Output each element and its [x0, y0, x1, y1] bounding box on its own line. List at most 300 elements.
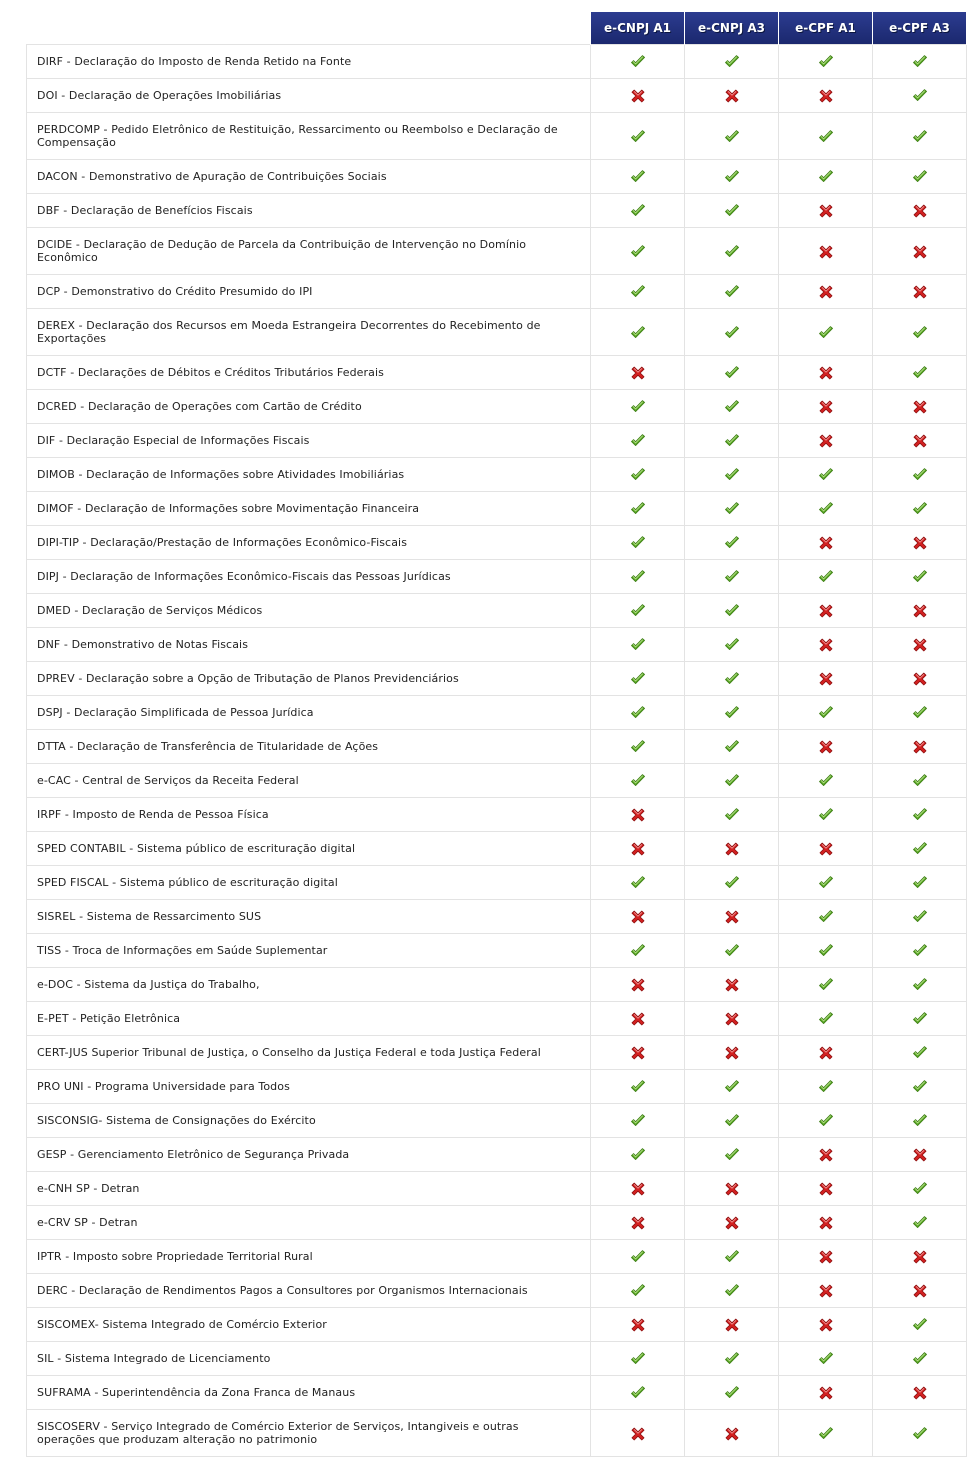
check-icon [629, 128, 647, 146]
support-cell-e-cpf-a3 [873, 45, 967, 79]
support-cell-e-cpf-a3 [873, 866, 967, 900]
support-cell-e-cpf-a3 [873, 458, 967, 492]
table-row [27, 798, 967, 832]
declaration-name: e-DOC - Sistema da Justiça do Trabalho, [27, 968, 591, 1002]
cross-icon [817, 534, 835, 552]
table-row [27, 1240, 967, 1274]
check-icon [911, 1425, 929, 1443]
support-cell-e-cpf-a1 [779, 1002, 873, 1036]
table-row [27, 1070, 967, 1104]
check-icon [911, 364, 929, 382]
check-icon [911, 568, 929, 586]
support-cell-e-cnpj-a3 [685, 560, 779, 594]
check-icon [629, 534, 647, 552]
support-cell-e-cnpj-a3 [685, 866, 779, 900]
support-cell-e-cnpj-a1 [591, 160, 685, 194]
support-cell-e-cnpj-a1 [591, 1274, 685, 1308]
cross-icon [911, 534, 929, 552]
cross-icon [629, 908, 647, 926]
check-icon [911, 500, 929, 518]
cross-icon [629, 1010, 647, 1028]
support-cell-e-cpf-a3 [873, 560, 967, 594]
support-cell-e-cnpj-a3 [685, 275, 779, 309]
check-icon [911, 840, 929, 858]
support-cell-e-cpf-a3 [873, 1240, 967, 1274]
check-icon [817, 1350, 835, 1368]
support-cell-e-cpf-a1 [779, 1070, 873, 1104]
table-row [27, 1274, 967, 1308]
check-icon [629, 53, 647, 71]
support-cell-e-cpf-a1 [779, 45, 873, 79]
support-cell-e-cnpj-a1 [591, 1240, 685, 1274]
support-cell-e-cnpj-a3 [685, 764, 779, 798]
table-row [27, 1002, 967, 1036]
support-cell-e-cnpj-a3 [685, 424, 779, 458]
check-icon [629, 243, 647, 261]
support-cell-e-cpf-a1 [779, 356, 873, 390]
check-icon [911, 874, 929, 892]
check-icon [723, 1282, 741, 1300]
table-row [27, 1172, 967, 1206]
support-cell-e-cnpj-a1 [591, 560, 685, 594]
cross-icon [629, 806, 647, 824]
cross-icon [817, 243, 835, 261]
check-icon [723, 806, 741, 824]
table-row [27, 356, 967, 390]
support-cell-e-cnpj-a1 [591, 1070, 685, 1104]
declaration-name: SISCOMEX- Sistema Integrado de Comércio Exterior [27, 1308, 591, 1342]
table-row [27, 1104, 967, 1138]
declaration-name: DIRF - Declaração do Imposto de Renda Retido na Fonte [27, 45, 591, 79]
support-cell-e-cpf-a3 [873, 662, 967, 696]
check-icon [629, 772, 647, 790]
check-icon [629, 324, 647, 342]
header-e-cnpj-a1: e-CNPJ A1 [591, 12, 685, 45]
cross-icon [629, 1425, 647, 1443]
check-icon [817, 1112, 835, 1130]
check-icon [723, 53, 741, 71]
cross-icon [911, 432, 929, 450]
check-icon [911, 976, 929, 994]
support-cell-e-cpf-a3 [873, 356, 967, 390]
check-icon [723, 364, 741, 382]
support-cell-e-cnpj-a1 [591, 1172, 685, 1206]
declaration-name: DIMOF - Declaração de Informações sobre Movimentação Financeira [27, 492, 591, 526]
table-row [27, 764, 967, 798]
support-cell-e-cnpj-a1 [591, 594, 685, 628]
table-row [27, 1342, 967, 1376]
declaration-name: DSPJ - Declaração Simplificada de Pessoa Jurídica [27, 696, 591, 730]
check-icon [817, 772, 835, 790]
check-icon [817, 53, 835, 71]
support-cell-e-cpf-a3 [873, 1104, 967, 1138]
check-icon [723, 168, 741, 186]
cross-icon [723, 1316, 741, 1334]
check-icon [817, 128, 835, 146]
table-row [27, 228, 967, 275]
declaration-name: DCTF - Declarações de Débitos e Créditos Tributários Federais [27, 356, 591, 390]
support-cell-e-cpf-a1 [779, 798, 873, 832]
support-cell-e-cnpj-a1 [591, 309, 685, 356]
support-cell-e-cnpj-a1 [591, 356, 685, 390]
cross-icon [817, 364, 835, 382]
support-cell-e-cnpj-a1 [591, 1002, 685, 1036]
cross-icon [817, 1180, 835, 1198]
cross-icon [817, 1384, 835, 1402]
check-icon [911, 908, 929, 926]
support-cell-e-cpf-a3 [873, 832, 967, 866]
table-row [27, 934, 967, 968]
support-cell-e-cpf-a1 [779, 866, 873, 900]
declaration-name: DERC - Declaração de Rendimentos Pagos a Consultores por Organismos Internacionais [27, 1274, 591, 1308]
check-icon [723, 942, 741, 960]
check-icon [911, 466, 929, 484]
check-icon [723, 772, 741, 790]
support-cell-e-cnpj-a3 [685, 1138, 779, 1172]
table-body [27, 45, 967, 1457]
support-cell-e-cnpj-a3 [685, 1036, 779, 1070]
check-icon [629, 704, 647, 722]
cross-icon [911, 738, 929, 756]
check-icon [723, 602, 741, 620]
support-cell-e-cpf-a3 [873, 1376, 967, 1410]
support-cell-e-cpf-a3 [873, 1342, 967, 1376]
support-cell-e-cnpj-a3 [685, 832, 779, 866]
support-cell-e-cnpj-a1 [591, 662, 685, 696]
support-cell-e-cnpj-a3 [685, 160, 779, 194]
cross-icon [817, 1282, 835, 1300]
cross-icon [629, 1214, 647, 1232]
check-icon [629, 1282, 647, 1300]
support-cell-e-cnpj-a3 [685, 730, 779, 764]
cross-icon [817, 1044, 835, 1062]
declaration-name: SPED FISCAL - Sistema público de escrituração digital [27, 866, 591, 900]
table-row [27, 628, 967, 662]
cross-icon [723, 1180, 741, 1198]
cross-icon [911, 1282, 929, 1300]
declaration-name: DEREX - Declaração dos Recursos em Moeda Estrangeira Decorrentes do Recebimento de Exportações [27, 309, 591, 356]
table-row [27, 79, 967, 113]
declaration-name: DACON - Demonstrativo de Apuração de Contribuições Sociais [27, 160, 591, 194]
check-icon [723, 704, 741, 722]
support-cell-e-cnpj-a3 [685, 1240, 779, 1274]
cross-icon [723, 87, 741, 105]
cross-icon [911, 283, 929, 301]
check-icon [723, 283, 741, 301]
cross-icon [629, 364, 647, 382]
check-icon [817, 1425, 835, 1443]
support-cell-e-cpf-a1 [779, 309, 873, 356]
header-e-cpf-a1: e-CPF A1 [779, 12, 873, 45]
support-cell-e-cpf-a1 [779, 968, 873, 1002]
support-cell-e-cpf-a1 [779, 458, 873, 492]
support-cell-e-cpf-a3 [873, 194, 967, 228]
support-cell-e-cpf-a3 [873, 390, 967, 424]
table-row [27, 309, 967, 356]
cross-icon [817, 432, 835, 450]
check-icon [817, 1078, 835, 1096]
declaration-name: DIF - Declaração Especial de Informações Fiscais [27, 424, 591, 458]
cross-icon [911, 1248, 929, 1266]
cross-icon [817, 1248, 835, 1266]
declaration-name: DTTA - Declaração de Transferência de Titularidade de Ações [27, 730, 591, 764]
check-icon [817, 976, 835, 994]
support-cell-e-cnpj-a1 [591, 1104, 685, 1138]
check-icon [629, 670, 647, 688]
cross-icon [817, 840, 835, 858]
declaration-name: SUFRAMA - Superintendência da Zona Franca de Manaus [27, 1376, 591, 1410]
support-cell-e-cpf-a3 [873, 228, 967, 275]
support-cell-e-cpf-a1 [779, 1376, 873, 1410]
support-cell-e-cpf-a1 [779, 934, 873, 968]
check-icon [911, 806, 929, 824]
table-row [27, 275, 967, 309]
check-icon [723, 324, 741, 342]
cross-icon [723, 908, 741, 926]
support-cell-e-cnpj-a1 [591, 730, 685, 764]
support-cell-e-cnpj-a3 [685, 1410, 779, 1457]
support-cell-e-cpf-a1 [779, 275, 873, 309]
support-cell-e-cpf-a3 [873, 113, 967, 160]
declaration-name: DCRED - Declaração de Operações com Cartão de Crédito [27, 390, 591, 424]
check-icon [629, 1384, 647, 1402]
support-cell-e-cnpj-a1 [591, 934, 685, 968]
declaration-name: DIPI-TIP - Declaração/Prestação de Informações Econômico-Fiscais [27, 526, 591, 560]
cross-icon [723, 840, 741, 858]
support-cell-e-cpf-a3 [873, 424, 967, 458]
support-cell-e-cnpj-a1 [591, 1376, 685, 1410]
cross-icon [911, 602, 929, 620]
support-cell-e-cpf-a3 [873, 1002, 967, 1036]
declaration-name: PRO UNI - Programa Universidade para Todos [27, 1070, 591, 1104]
support-cell-e-cnpj-a1 [591, 968, 685, 1002]
table-row [27, 832, 967, 866]
table-row [27, 1036, 967, 1070]
check-icon [629, 874, 647, 892]
table-row [27, 45, 967, 79]
support-cell-e-cpf-a1 [779, 1138, 873, 1172]
check-icon [911, 1010, 929, 1028]
support-cell-e-cpf-a1 [779, 79, 873, 113]
support-cell-e-cpf-a3 [873, 968, 967, 1002]
certificate-compatibility-table [26, 12, 967, 1457]
check-icon [723, 874, 741, 892]
support-cell-e-cnpj-a1 [591, 526, 685, 560]
cross-icon [817, 1146, 835, 1164]
support-cell-e-cpf-a1 [779, 730, 873, 764]
declaration-name: SISREL - Sistema de Ressarcimento SUS [27, 900, 591, 934]
check-icon [911, 772, 929, 790]
support-cell-e-cpf-a1 [779, 492, 873, 526]
cross-icon [629, 1044, 647, 1062]
table-row [27, 160, 967, 194]
cross-icon [911, 670, 929, 688]
support-cell-e-cnpj-a1 [591, 275, 685, 309]
support-cell-e-cnpj-a1 [591, 866, 685, 900]
cross-icon [817, 636, 835, 654]
header-e-cnpj-a3: e-CNPJ A3 [685, 12, 779, 45]
support-cell-e-cpf-a3 [873, 764, 967, 798]
table-row [27, 390, 967, 424]
support-cell-e-cnpj-a3 [685, 900, 779, 934]
cross-icon [629, 976, 647, 994]
declaration-name: GESP - Gerenciamento Eletrônico de Segurança Privada [27, 1138, 591, 1172]
support-cell-e-cpf-a1 [779, 424, 873, 458]
check-icon [629, 168, 647, 186]
support-cell-e-cnpj-a1 [591, 1206, 685, 1240]
check-icon [629, 1112, 647, 1130]
check-icon [817, 942, 835, 960]
check-icon [723, 128, 741, 146]
check-icon [911, 324, 929, 342]
support-cell-e-cnpj-a1 [591, 628, 685, 662]
support-cell-e-cnpj-a3 [685, 1308, 779, 1342]
support-cell-e-cpf-a1 [779, 113, 873, 160]
check-icon [911, 53, 929, 71]
support-cell-e-cpf-a3 [873, 730, 967, 764]
cross-icon [817, 1316, 835, 1334]
table-row [27, 492, 967, 526]
check-icon [629, 738, 647, 756]
support-cell-e-cnpj-a3 [685, 1002, 779, 1036]
declaration-name: DOI - Declaração de Operações Imobiliárias [27, 79, 591, 113]
cross-icon [817, 670, 835, 688]
support-cell-e-cpf-a3 [873, 492, 967, 526]
declaration-name: DNF - Demonstrativo de Notas Fiscais [27, 628, 591, 662]
check-icon [817, 324, 835, 342]
check-icon [629, 398, 647, 416]
cross-icon [911, 1146, 929, 1164]
cross-icon [723, 1214, 741, 1232]
support-cell-e-cnpj-a3 [685, 1206, 779, 1240]
cross-icon [723, 1044, 741, 1062]
support-cell-e-cpf-a1 [779, 696, 873, 730]
check-icon [911, 168, 929, 186]
check-icon [723, 636, 741, 654]
check-icon [723, 432, 741, 450]
check-icon [723, 568, 741, 586]
support-cell-e-cnpj-a1 [591, 832, 685, 866]
check-icon [723, 1350, 741, 1368]
support-cell-e-cpf-a1 [779, 1240, 873, 1274]
support-cell-e-cpf-a3 [873, 798, 967, 832]
declaration-name: SIL - Sistema Integrado de Licenciamento [27, 1342, 591, 1376]
support-cell-e-cpf-a3 [873, 1410, 967, 1457]
support-cell-e-cnpj-a3 [685, 968, 779, 1002]
check-icon [629, 466, 647, 484]
support-cell-e-cnpj-a1 [591, 1036, 685, 1070]
check-icon [629, 1078, 647, 1096]
cross-icon [911, 1384, 929, 1402]
check-icon [817, 874, 835, 892]
support-cell-e-cnpj-a3 [685, 594, 779, 628]
cross-icon [629, 1180, 647, 1198]
declaration-name: DCIDE - Declaração de Dedução de Parcela da Contribuição de Intervenção no Domínio Econômico [27, 228, 591, 275]
cross-icon [629, 840, 647, 858]
table-row [27, 1206, 967, 1240]
declaration-name: DCP - Demonstrativo do Crédito Presumido do IPI [27, 275, 591, 309]
declaration-name: E-PET - Petição Eletrônica [27, 1002, 591, 1036]
support-cell-e-cnpj-a3 [685, 45, 779, 79]
check-icon [629, 942, 647, 960]
support-cell-e-cnpj-a1 [591, 79, 685, 113]
check-icon [629, 500, 647, 518]
check-icon [911, 1180, 929, 1198]
support-cell-e-cnpj-a1 [591, 1138, 685, 1172]
check-icon [723, 398, 741, 416]
declaration-name: DIMOB - Declaração de Informações sobre Atividades Imobiliárias [27, 458, 591, 492]
check-icon [629, 602, 647, 620]
check-icon [723, 534, 741, 552]
check-icon [911, 942, 929, 960]
check-icon [629, 636, 647, 654]
check-icon [629, 568, 647, 586]
table-row [27, 900, 967, 934]
support-cell-e-cnpj-a3 [685, 1070, 779, 1104]
support-cell-e-cpf-a1 [779, 832, 873, 866]
support-cell-e-cnpj-a3 [685, 228, 779, 275]
support-cell-e-cpf-a3 [873, 1138, 967, 1172]
declaration-name: TISS - Troca de Informações em Saúde Suplementar [27, 934, 591, 968]
support-cell-e-cpf-a3 [873, 1308, 967, 1342]
check-icon [817, 806, 835, 824]
declaration-name: CERT-JUS Superior Tribunal de Justiça, o Conselho da Justiça Federal e toda Justiça Federal [27, 1036, 591, 1070]
check-icon [629, 202, 647, 220]
header-row [27, 12, 967, 45]
support-cell-e-cnpj-a3 [685, 1274, 779, 1308]
table-row [27, 1410, 967, 1457]
check-icon [817, 466, 835, 484]
check-icon [723, 1146, 741, 1164]
declaration-name: PERDCOMP - Pedido Eletrônico de Restituição, Ressarcimento ou Reembolso e Declaração de Compensação [27, 113, 591, 160]
support-cell-e-cnpj-a3 [685, 526, 779, 560]
support-cell-e-cpf-a3 [873, 594, 967, 628]
cross-icon [911, 398, 929, 416]
support-cell-e-cnpj-a3 [685, 662, 779, 696]
cross-icon [911, 202, 929, 220]
declaration-name: SISCONSIG- Sistema de Consignações do Exército [27, 1104, 591, 1138]
support-cell-e-cnpj-a3 [685, 492, 779, 526]
check-icon [629, 1350, 647, 1368]
support-cell-e-cnpj-a3 [685, 628, 779, 662]
declaration-name: DMED - Declaração de Serviços Médicos [27, 594, 591, 628]
table-row [27, 594, 967, 628]
check-icon [723, 1248, 741, 1266]
check-icon [723, 1112, 741, 1130]
table-row [27, 662, 967, 696]
check-icon [629, 1146, 647, 1164]
support-cell-e-cnpj-a1 [591, 1308, 685, 1342]
support-cell-e-cnpj-a3 [685, 1104, 779, 1138]
table-row [27, 458, 967, 492]
check-icon [723, 1078, 741, 1096]
check-icon [723, 670, 741, 688]
support-cell-e-cnpj-a1 [591, 390, 685, 424]
support-cell-e-cnpj-a1 [591, 113, 685, 160]
declaration-name: e-CAC - Central de Serviços da Receita Federal [27, 764, 591, 798]
cross-icon [817, 602, 835, 620]
support-cell-e-cnpj-a3 [685, 194, 779, 228]
table-row [27, 1138, 967, 1172]
support-cell-e-cpf-a1 [779, 1274, 873, 1308]
support-cell-e-cpf-a3 [873, 309, 967, 356]
support-cell-e-cpf-a3 [873, 1172, 967, 1206]
declaration-name: e-CNH SP - Detran [27, 1172, 591, 1206]
cross-icon [817, 738, 835, 756]
check-icon [911, 128, 929, 146]
declaration-name: SISCOSERV - Serviço Integrado de Comércio Exterior de Serviços, Intangiveis e outras operações que produzam alteração no patrimonio [27, 1410, 591, 1457]
cross-icon [817, 202, 835, 220]
